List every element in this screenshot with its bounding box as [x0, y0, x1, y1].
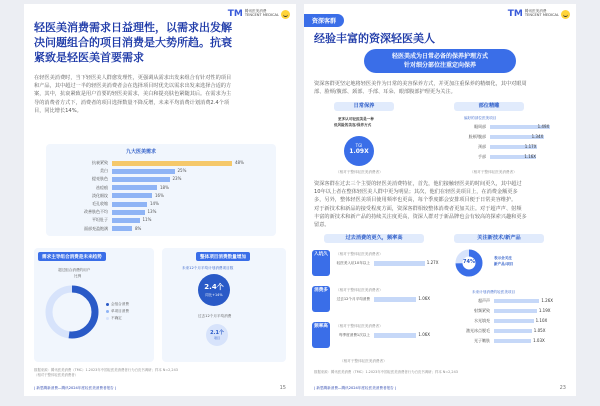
bar [112, 202, 147, 207]
bar-row [46, 185, 276, 191]
newtech-value: 1.10X [535, 318, 548, 323]
history-value: 1.06X [418, 296, 431, 301]
newtech-label: 水光填充 [474, 318, 490, 323]
bar-value-label: 25% [177, 168, 187, 174]
history-heading: 过去消费的更久，频率高 [324, 234, 424, 243]
combo-title: 需求主导组合消费是未来趋势 [38, 252, 106, 261]
bar-row [46, 217, 276, 223]
history-note: （相对于整体轻医美消费者） [340, 359, 387, 363]
newtech-bar [494, 319, 534, 324]
newtech-donut-value: 74% [463, 259, 475, 265]
section-tag: 资深客群 [304, 14, 344, 27]
tgi-circle: TGI 1.09X [344, 136, 374, 166]
page-title: 经验丰富的资深轻医美人 [314, 32, 435, 45]
parts-heading: 部位精雕 [454, 102, 524, 111]
parts-label: 眼周部 [474, 124, 486, 129]
bar-row [46, 226, 276, 232]
newtech-bar [494, 339, 531, 344]
parts-note: （相对于整体轻医美消费者） [470, 170, 517, 174]
newtech-bar [494, 329, 532, 334]
newtech-label-2: 新产品/项目 [494, 262, 514, 266]
bar [112, 226, 132, 231]
newtech-value: 1.19X [538, 308, 551, 313]
footer: | 新思腾新消费—腾讯2024年度轻医美消费者报告 | [314, 386, 397, 390]
bar [112, 161, 232, 166]
right-logo [508, 9, 570, 19]
newtech-label: 超声声 [478, 298, 490, 303]
footer: | 新思腾新消费—腾讯2024年度轻医美消费者报告 | [34, 386, 117, 390]
bar-row [46, 176, 276, 182]
history-value: 1.27X [426, 260, 439, 265]
page-title: 轻医美消费需求日益理性，以需求出发解 决问题组合的项目消费是大势所趋。抗衰 紧致是轻医美首要需求 [34, 21, 232, 64]
tm-logo: TM [507, 9, 523, 19]
smile-icon [561, 10, 570, 19]
bar-label: 面部充盈饱满 [84, 225, 108, 231]
history-value: 1.06X [418, 332, 431, 337]
parts-sub: 偏好的部位医美项目 [464, 116, 497, 120]
page-number: 15 [279, 385, 286, 391]
history-tab: 频率高 [312, 322, 330, 348]
bar [112, 193, 152, 198]
bar-label: 改善肤色不均 [84, 209, 108, 215]
logo-sub-1: 腾讯医美消费 [524, 9, 547, 14]
history-desc: 每季度消费1次以上 [338, 333, 370, 337]
history-bar [374, 333, 416, 338]
bar-value-label: 8% [135, 225, 142, 231]
newtech-label: 激光冰点脱毛 [466, 328, 490, 333]
history-tab: 入坑久 [312, 250, 330, 276]
chart-title: 九大医美需求 [126, 149, 157, 155]
page-number: 23 [559, 385, 566, 391]
newtech-bar [494, 309, 537, 314]
compare-label: 过去12个月平均消费 [198, 314, 232, 318]
daily-care-note: （相对于整体轻医美消费者） [336, 170, 383, 174]
bar-row [46, 201, 276, 207]
bar-value-label: 11% [142, 217, 152, 223]
newtech-heading: 关注新技术/新产品 [454, 234, 544, 243]
combo-sub2: 比例 [74, 274, 82, 278]
legend-item: 会组合消费 [106, 302, 129, 307]
history-bar [374, 297, 416, 302]
bar-label: 祛痘痕 [96, 184, 108, 190]
count-title: 整体项目消费数量增加 [196, 252, 250, 261]
bar-value-label: 48% [235, 160, 244, 165]
left-logo [228, 9, 290, 19]
intro-paragraph: 资深客群更坚定地将轻医美作为日常的美容保养方式，并更加注重保养的精细化，其中对眼周 部、脸颊/腹部、颈部、手部、耳朵、眼部腹部护理更为关注。 [314, 81, 527, 96]
history-note-label: （相对于整体轻医美消费者） [336, 288, 383, 292]
source-note: 数据来源：腾讯医美消费（TMC）1.2023年中国轻医美消费者行为白皮书调研；样本 N=2,243 [314, 370, 458, 374]
logo-sub-2: TENCENT MEDICAL [524, 13, 559, 17]
history-note-label: （相对于整体轻医美消费者） [336, 324, 383, 328]
parts-label: 手部 [478, 154, 486, 159]
bar-row [46, 193, 276, 199]
legend-item: 单项目消费 [106, 309, 129, 314]
bar-row [46, 160, 276, 166]
newtech-bar [494, 299, 539, 304]
bar-row [46, 168, 276, 174]
logo-sub-2: TENCENT MEDICAL [244, 13, 279, 17]
history-desc: 过去12个月平均消费 [336, 297, 370, 301]
history-note-label: （相对于整体轻医美消费者） [336, 252, 383, 256]
bar-value-label: 13% [147, 209, 157, 215]
smile-icon [281, 10, 290, 19]
bar-label: 美白 [100, 168, 108, 174]
parts-value: 1.49X [537, 124, 550, 129]
bar-value-label: 23% [172, 176, 182, 182]
parts-value: 1.17X [524, 144, 537, 149]
bar [112, 210, 145, 215]
bar-value-label: 16% [155, 192, 164, 198]
newtech-value: 1.26X [541, 298, 554, 303]
intro-paragraph: 在轻医美消费时，当下轻医美人群愈发理性，更强调从需求出发来组合有针对性的项目 和产品，其中超过一半的轻医美消费者会在选择项目时优先以需求出发来选择合适的方 案，其中，抗衰紧致是用户首要的轻医美需求，美白和提亮肤色紧随其后。在需求为主 导的消费者方式下，消费者的项目选择数量不降反增，未来平均消费计划消费2.4个项 目，同比增长14%。 [34, 75, 232, 114]
count-sub: 未来12个月平均计划消费项目数 [182, 266, 234, 270]
combo-sub: 超过组合消费的用户 [58, 268, 91, 272]
relative-note: （相对于整体轻医美消费者） [34, 373, 79, 377]
legend-item: 不确定 [106, 316, 129, 321]
needs-bar-chart [46, 144, 276, 236]
daily-care-text-1: 更多认可轻医美是一种 [338, 117, 374, 121]
bar-value-label: 14% [150, 201, 159, 206]
combo-legend [106, 302, 129, 321]
left-page [24, 4, 296, 396]
count-panel [162, 248, 286, 362]
headline-banner: 轻医美成为日常必备的保养护理方式 针对细分部位注重定向保养 [364, 49, 516, 73]
newtech-label: 射频紧致 [474, 308, 490, 313]
bar-label: 平坦肚子 [92, 217, 108, 223]
bar-label: 淡化细纹 [92, 192, 108, 198]
right-page [304, 4, 576, 396]
history-bar [374, 261, 425, 266]
bar [112, 218, 140, 223]
parts-value: 1.34X [531, 134, 544, 139]
history-tab: 消费多 [312, 286, 330, 312]
parts-label: 脸颊/腹部 [468, 134, 486, 139]
newtech-sub: 未来计划消费的轻医美项目 [472, 290, 516, 294]
bar-label: 提亮肤色 [92, 176, 108, 182]
newtech-value: 1.03X [533, 338, 545, 343]
bar [112, 169, 175, 174]
history-desc: 轻医美入坑10年以上 [336, 261, 370, 265]
tm-logo: TM [227, 9, 243, 19]
big-count-circle: 2.4个 同比+14% [198, 274, 230, 306]
bar-value-label: 18% [160, 184, 169, 190]
parts-label: 颈部 [478, 144, 486, 149]
bar-label: 抗衰紧致 [92, 160, 108, 165]
bar [112, 177, 170, 182]
combo-panel [34, 248, 154, 362]
daily-care-text-2: 低风险的美容/保养方式 [334, 123, 372, 127]
bar [112, 185, 157, 190]
bar-label: 毛孔收缩 [92, 201, 108, 206]
newtech-value: 1.05X [533, 328, 546, 333]
bar-row [46, 209, 276, 215]
small-count-circle: 2.1个 项目 [206, 324, 228, 346]
parts-value: 1.16X [524, 154, 537, 159]
second-paragraph: 资深客群在过去三个主要的轻医美消费特征，首先，他们接触轻医美的时间更久，其中超过 10年以上者在整体轻医美人群中更为明显；其次，他们在轻医美项目上，在消费金额更多 多，另外，整体轻医美项目使用频率也更高，每个季度都会安排项目便于日常美容维护。 对于新技术和新品的接受程度方面，资深客群相较整体消费者更加关注。对于超声声、射频 丰富的新技术和新产品的持续关注度更高，资深人群对于新品牌也会有较高的探索兴趣和更多 留意。 [314, 181, 527, 229]
logo-sub-1: 腾讯医美消费 [244, 9, 267, 14]
newtech-label-1: 表示会关注 [494, 256, 512, 260]
combo-donut [44, 284, 100, 340]
daily-care-heading: 日常保养 [334, 102, 394, 111]
source-note: 数据来源：腾讯医美消费（TMC）1.2023年中国轻医美消费者行为白皮书调研；样本 N=2,243 [34, 368, 178, 372]
newtech-label: 光子嫩肤 [474, 338, 490, 343]
